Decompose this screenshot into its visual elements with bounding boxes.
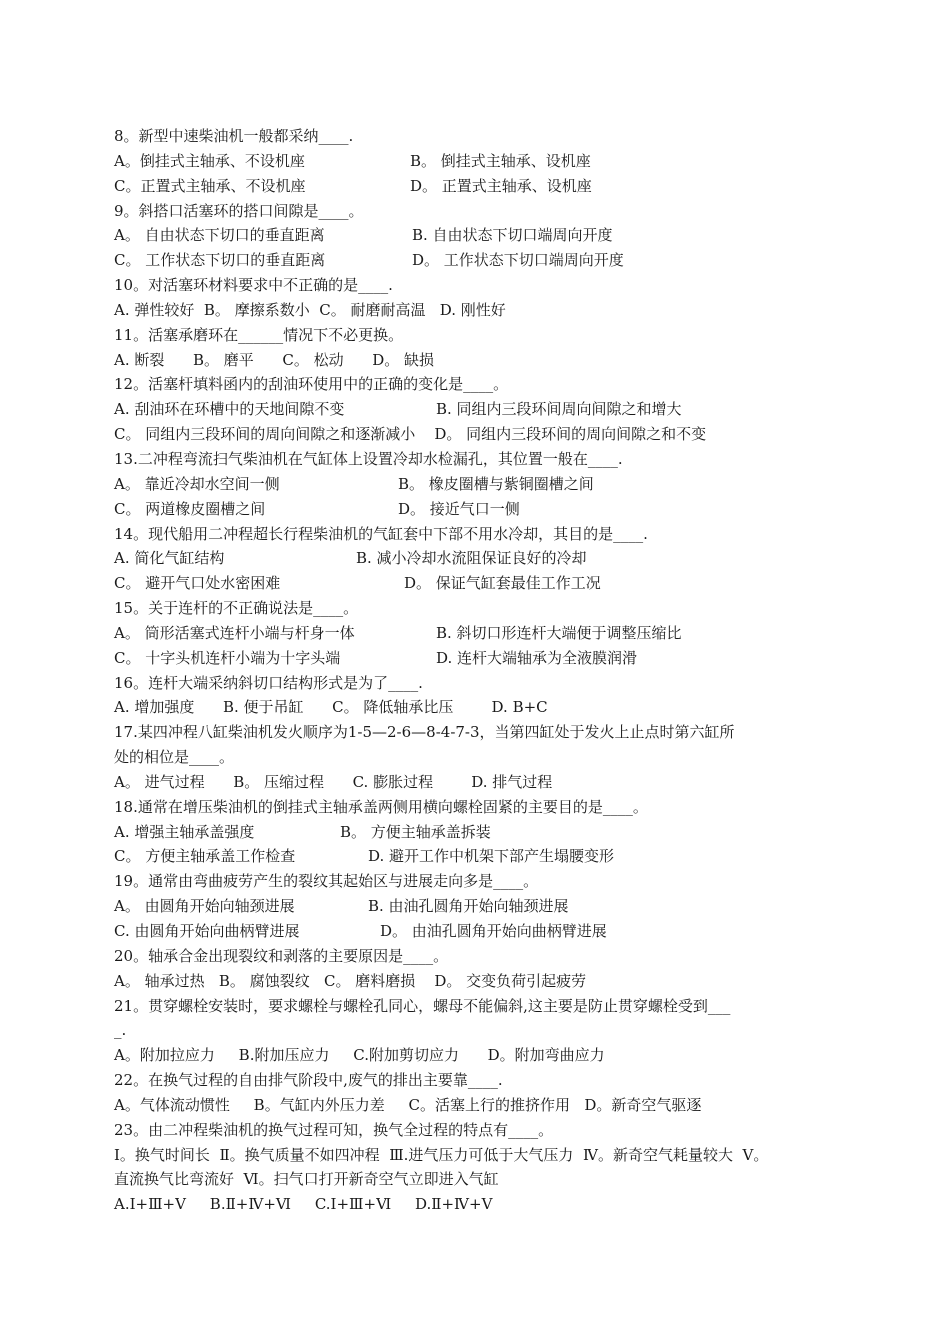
option-text: D。 接近气口一侧 — [398, 499, 520, 518]
option-row — [114, 969, 834, 994]
option-text: D. 连杆大端轴承为全液膜润滑 — [436, 648, 638, 667]
question-stem — [114, 1018, 834, 1043]
question-stem — [114, 944, 834, 969]
question-stem — [114, 869, 834, 894]
option-text: A。 靠近冷却水空间一侧 — [114, 474, 280, 493]
stem-text: 12。活塞杆填料函内的刮油环使用中的正确的变化是____。 — [114, 375, 509, 394]
option-row — [114, 844, 834, 869]
stem-text: 16。连杆大端采纳斜切口结构形式是为了____. — [114, 673, 423, 692]
question-stem — [114, 994, 834, 1019]
option-text: C。正置式主轴承、不设机座 — [114, 176, 306, 195]
question-stem — [114, 1143, 834, 1168]
question-stem — [114, 447, 834, 472]
option-row — [114, 298, 834, 323]
option-text: A。倒挂式主轴承、不设机座 — [114, 151, 305, 170]
option-text: A。附加拉应力 B.附加压应力 C.附加剪切应力 D。附加弯曲应力 — [114, 1046, 605, 1065]
option-row — [114, 397, 834, 422]
option-text: A。 进气过程 B。 压缩过程 C. 膨胀过程 D. 排气过程 — [114, 772, 553, 791]
option-row — [114, 621, 834, 646]
option-text: B. 自由状态下切口端周向开度 — [412, 226, 613, 245]
option-text: C. 由圆角开始向曲柄臂进展 — [114, 922, 300, 940]
question-stem — [114, 273, 834, 298]
option-text: B. 同组内三段环间周向间隙之和增大 — [436, 400, 682, 419]
stem-text: 18.通常在增压柴油机的倒挂式主轴承盖两侧用横向螺栓固紧的主要目的是____。 — [114, 797, 648, 816]
option-row — [114, 248, 834, 273]
question-stem — [114, 720, 834, 745]
option-text: B. 由油孔圆角开始向轴颈进展 — [368, 897, 569, 916]
option-text: A。 轴承过热 B。 腐蚀裂纹 C。 磨料磨损 D。 交变负荷引起疲劳 — [114, 971, 587, 990]
option-row — [114, 174, 834, 199]
option-text: D。 保证气缸套最佳工作工况 — [404, 574, 601, 593]
option-text: A。 筒形活塞式连杆小端与杆身一体 — [114, 623, 355, 642]
stem-text: 23。由二冲程柴油机的换气过程可知，换气全过程的特点有____。 — [114, 1120, 554, 1139]
option-text: A。 由圆角开始向轴颈进展 — [114, 897, 295, 916]
question-stem — [114, 199, 834, 224]
option-text: D。 由油孔圆角开始向曲柄臂进展 — [380, 922, 607, 940]
option-row — [114, 1043, 834, 1068]
stem-text: 21。贯穿螺栓安装时，要求螺栓与螺栓孔同心，螺母不能偏斜,这主要是防止贯穿螺栓受到___ — [114, 996, 731, 1015]
stem-text: 17.某四冲程八缸柴油机发火顺序为1-5—2-6—8-4-7-3，当第四缸处于发火上止点时第六缸所 — [114, 723, 735, 742]
option-text: A. 弹性较好 B。 摩擦系数小 C。 耐磨耐高温 D. 刚性好 — [114, 300, 506, 319]
stem-text: 14。现代船用二冲程超长行程柴油机的气缸套中下部不用水冷却，其目的是____. — [114, 524, 648, 543]
option-text: A. 增强主轴承盖强度 — [114, 822, 255, 841]
question-stem — [114, 1167, 834, 1192]
option-text: A. 刮油环在环槽中的天地间隙不变 — [114, 400, 345, 419]
option-row — [114, 1093, 834, 1118]
option-text: B。 方便主轴承盖拆装 — [340, 822, 491, 841]
option-text: C。 十字头机连杆小端为十字头端 — [114, 648, 341, 667]
stem-text: I。换气时间长 Ⅱ。换气质量不如四冲程 Ⅲ.进气压力可低于大气压力 Ⅳ。新奇空气耗量较大 Ⅴ。 — [114, 1145, 769, 1164]
option-row — [114, 770, 834, 795]
option-row — [114, 546, 834, 571]
option-text: B. 减小冷却水流阻保证良好的冷却 — [356, 549, 587, 568]
option-text: C。 避开气口处水密困难 — [114, 574, 281, 593]
option-text: D。 工作状态下切口端周向开度 — [412, 251, 624, 270]
option-row — [114, 695, 834, 720]
option-row — [114, 646, 834, 671]
question-stem — [114, 372, 834, 397]
question-list — [114, 124, 834, 1217]
stem-text: 10。对活塞环材料要求中不正确的是____. — [114, 276, 393, 295]
option-row — [114, 348, 834, 373]
option-text: D. 避开工作中机架下部产生塌腰变形 — [368, 847, 615, 866]
question-stem — [114, 795, 834, 820]
question-stem — [114, 745, 834, 770]
option-row — [114, 149, 834, 174]
option-text: B。 橡皮圈槽与紫铜圈槽之间 — [398, 474, 594, 493]
question-stem — [114, 1118, 834, 1143]
option-row — [114, 820, 834, 845]
stem-text: 22。在换气过程的自由排气阶段中,废气的排出主要靠____. — [114, 1071, 503, 1090]
stem-text: 20。轴承合金出现裂纹和剥落的主要原因是____。 — [114, 946, 449, 965]
option-text: A。 自由状态下切口的垂直距离 — [114, 226, 325, 245]
option-text: C。 方便主轴承盖工作检查 — [114, 847, 296, 866]
option-text: B. 斜切口形连杆大端便于调整压缩比 — [436, 623, 682, 642]
stem-text: _. — [114, 1021, 127, 1040]
question-stem — [114, 671, 834, 696]
question-stem — [114, 522, 834, 547]
option-row — [114, 472, 834, 497]
question-stem — [114, 323, 834, 348]
stem-text: 15。关于连杆的不正确说法是____。 — [114, 599, 359, 618]
stem-text: 处的相位是____。 — [114, 748, 235, 767]
option-text: A. 简化气缸结构 — [114, 549, 225, 568]
option-text: B。 倒挂式主轴承、设机座 — [410, 151, 591, 170]
option-text: D。 正置式主轴承、设机座 — [410, 176, 592, 195]
option-text: C。 同组内三段环间的周向间隙之和逐渐减小 D。 同组内三段环间的周向间隙之和不变 — [114, 425, 707, 444]
stem-text: 19。通常由弯曲疲劳产生的裂纹其起始区与进展走向多是____。 — [114, 872, 539, 891]
option-row — [114, 571, 834, 596]
question-stem — [114, 596, 834, 621]
option-row — [114, 919, 834, 944]
question-stem — [114, 1068, 834, 1093]
option-text: C。 两道橡皮圈槽之间 — [114, 499, 266, 518]
option-row — [114, 497, 834, 522]
option-text: A。气体流动惯性 B。气缸内外压力差 C。活塞上行的推挤作用 D。新奇空气驱逐 — [114, 1095, 702, 1114]
question-stem — [114, 124, 834, 149]
option-text: A. 增加强度 B. 便于吊缸 C。 降低轴承比压 D. B+C — [114, 698, 548, 717]
option-row — [114, 1192, 834, 1217]
option-row — [114, 422, 834, 447]
option-row — [114, 223, 834, 248]
option-text: C。 工作状态下切口的垂直距离 — [114, 251, 326, 270]
option-row — [114, 894, 834, 919]
stem-text: 8。新型中速柴油机一般都采纳____. — [114, 127, 354, 145]
stem-text: 9。斜搭口活塞环的搭口间隙是____。 — [114, 201, 364, 220]
option-text: A. 断裂 B。 磨平 C。 松动 D。 缺损 — [114, 350, 435, 369]
option-text: A.I+Ⅲ+Ⅴ B.Ⅱ+Ⅳ+Ⅵ C.I+Ⅲ+Ⅵ D.Ⅱ+Ⅳ+Ⅴ — [114, 1195, 493, 1214]
stem-text: 直流换气比弯流好 Ⅵ。扫气口打开新奇空气立即进入气缸 — [114, 1170, 499, 1189]
stem-text: 11。活塞承磨环在______情况下不必更换。 — [114, 325, 404, 344]
stem-text: 13.二冲程弯流扫气柴油机在气缸体上设置冷却水检漏孔，其位置一般在____. — [114, 449, 623, 468]
